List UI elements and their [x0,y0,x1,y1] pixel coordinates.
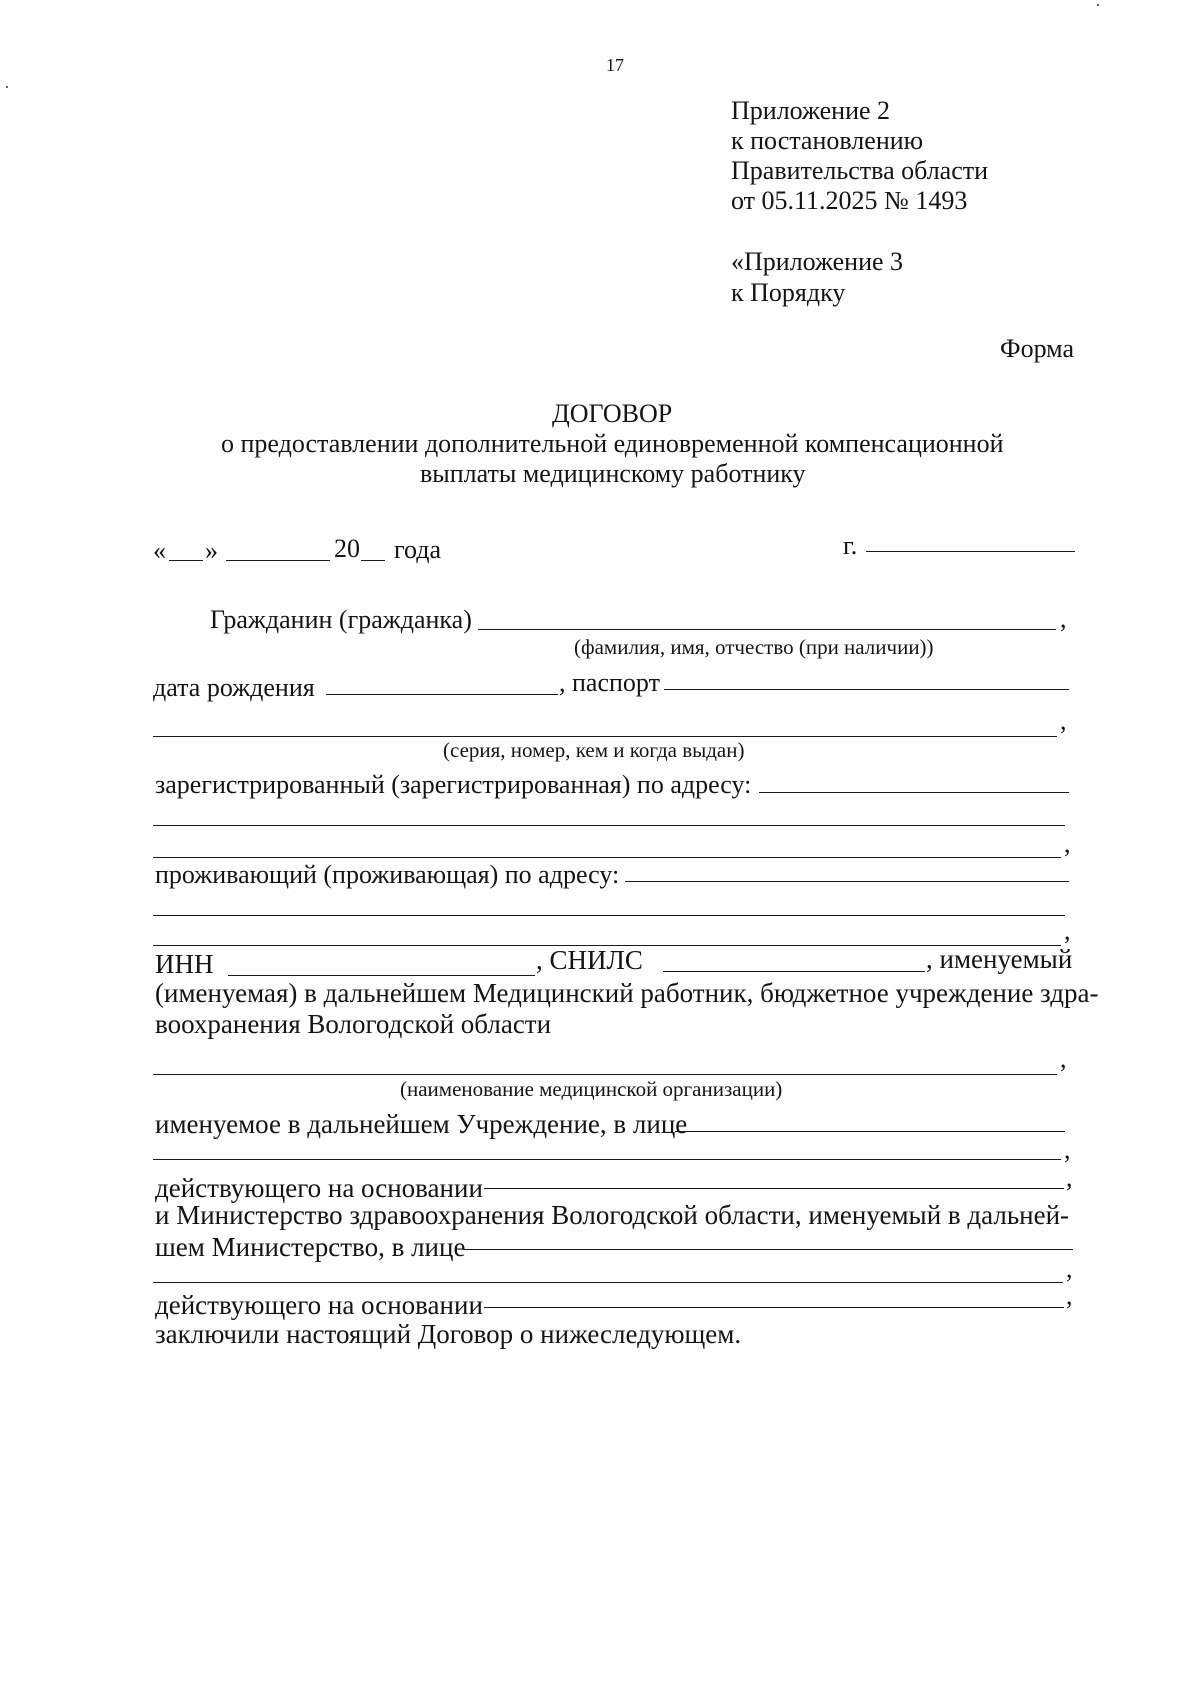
acting-basis-blank [484,1307,1064,1308]
year-prefix: 20 [334,534,360,563]
registered-address-blank-line2 [153,825,1065,826]
date-close-quote: » [205,536,218,565]
date-open-quote: « [153,536,166,565]
scan-speck [1097,4,1099,6]
acting-basis-label: действующего на основании [155,1290,483,1320]
year-blank [361,560,385,561]
sub-annex-line: к Порядку [731,278,846,307]
sub-annex-line: «Приложение 3 [731,247,904,276]
citizen-label: Гражданин (гражданка) [210,605,472,634]
annex-line: к постановлению [731,126,924,155]
day-blank [169,560,203,561]
ministry-line: и Министерство здравоохранения Вологодской области, именуемый в дальней- [155,1200,1070,1230]
month-blank [226,560,330,561]
registered-address-blank [759,792,1069,793]
comma: , [1060,706,1067,735]
comma: , [1064,829,1071,858]
comma: , [1064,1135,1071,1164]
annex-line: от 05.11.2025 № 1493 [731,186,968,215]
ministry-representative-blank-line2 [153,1282,1063,1283]
document-subtitle: о предоставлении дополнительной единовременной компенсационной [221,429,1004,458]
document-subtitle: выплаты медицинскому работнику [420,459,806,488]
institution-representative-blank [675,1131,1065,1132]
organization-hint: (наименование медицинской организации) [400,1077,783,1101]
institution-representative-blank-line2 [153,1159,1061,1160]
inn-label: ИНН [155,949,214,979]
institution-label: именуемое в дальнейшем Учреждение, в лице [155,1109,688,1139]
closing-sentence: заключили настоящий Договор о нижеследующем. [155,1319,742,1349]
passport-blank [664,689,1069,690]
comma: , [1066,1254,1073,1283]
passport-blank-line2 [153,736,1057,737]
birth-date-label: дата рождения [153,673,315,702]
city-blank [866,551,1075,552]
page-number: 17 [606,55,624,75]
annex-line: Приложение 2 [731,96,891,125]
named-line: (именуемая) в дальнейшем Медицинский работник, бюджетное учреждение здра- [155,978,1099,1008]
annex-line: Правительства области [731,156,989,185]
acting-basis-blank [484,1188,1064,1189]
snils-blank [663,971,925,972]
acting-basis-label: действующего на основании [155,1173,483,1203]
comma: , [1060,604,1067,633]
ministry-line: шем Министерство, в лице [155,1232,466,1262]
scan-speck [6,86,8,88]
comma: , [1064,916,1071,945]
birth-date-blank [326,694,558,695]
comma: , [1060,1044,1067,1073]
city-prefix: г. [843,531,858,560]
inn-blank [228,975,535,976]
named-line: воохранения Вологодской области [155,1009,552,1039]
citizen-hint: (фамилия, имя, отчество (при наличии)) [574,635,934,659]
organization-name-blank [153,1074,1057,1075]
citizen-name-blank [478,629,1056,630]
living-address-blank-line2 [153,915,1065,916]
registered-address-blank-line3 [153,857,1061,858]
living-address-label: проживающий (проживающая) по адресу: [155,860,620,889]
document-title: ДОГОВОР [552,399,673,428]
passport-hint: (серия, номер, кем и когда выдан) [443,738,745,762]
named-label: , именуемый [926,944,1073,974]
passport-label: , паспорт [559,668,660,697]
ministry-representative-blank [463,1249,1073,1250]
comma: , [1066,1281,1073,1310]
comma: , [1066,1163,1073,1192]
snils-label: , СНИЛС [536,945,643,975]
registered-address-label: зарегистрированный (зарегистрированная) по адресу: [155,770,752,799]
form-label: Форма [1000,334,1074,363]
year-suffix: года [394,535,442,564]
living-address-blank [625,881,1069,882]
